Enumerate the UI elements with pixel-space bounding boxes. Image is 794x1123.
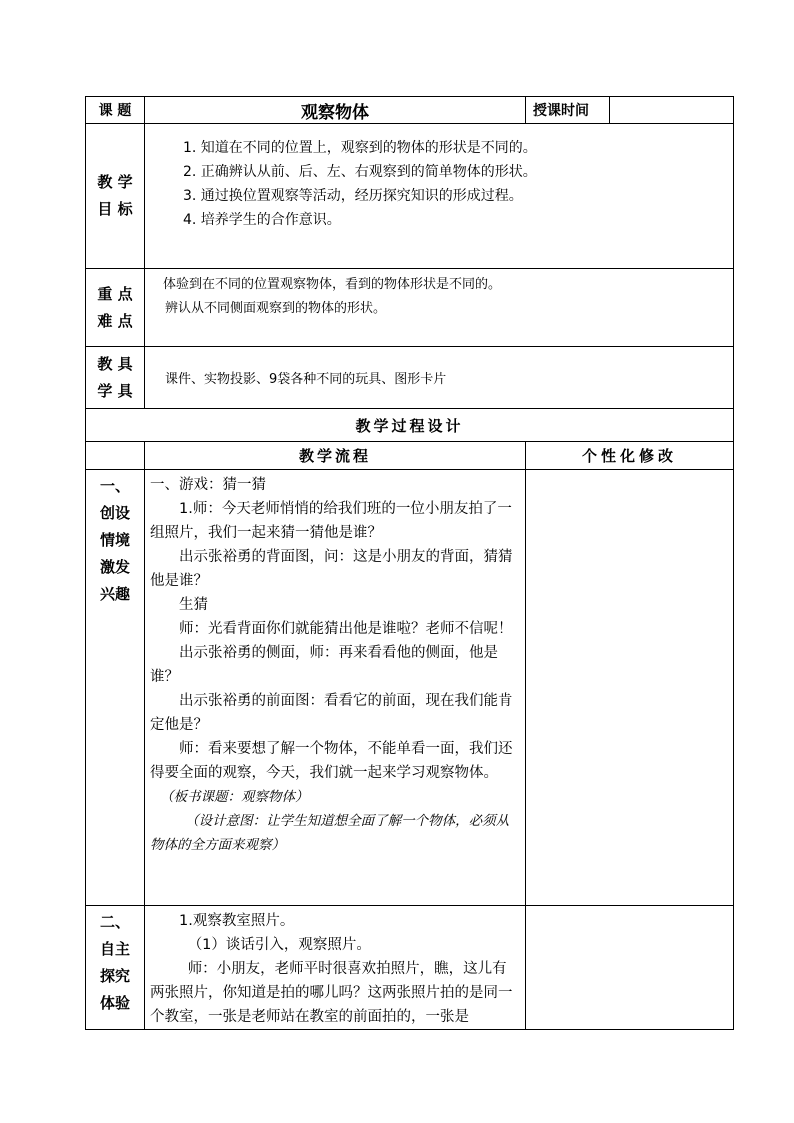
tools-label-line2: 学 具 [97, 381, 133, 400]
stage1-paragraph: 一、游戏：猜一猜 [150, 477, 266, 493]
stage1-paragraph: 1.师：今天老师悄悄的给我们班的一位小朋友拍了一组照片，我们一起来猜一猜他是谁？ [150, 501, 512, 541]
keypoint-line: 辨认从不同侧面观察到的物体的形状。 [165, 301, 387, 316]
objectives-list [145, 124, 734, 269]
process-header-row [86, 442, 734, 470]
stage1-paragraph: 出示张裕勇的背面图，问：这是小朋友的背面，猜猜他是谁？ [150, 549, 513, 589]
keypoints-label-line2: 难 点 [97, 311, 133, 330]
stage1-modification [526, 470, 734, 906]
stage2-paragraph: 师：小朋友，老师平时很喜欢拍照片，瞧，这儿有两张照片，你知道是拍的哪儿吗？这两张照片拍的是同一个教室，一张是老师站在教室的前面拍的，一张是 [150, 961, 513, 1025]
keypoint-line: 体验到在不同的位置观察物体，看到的物体形状是不同的。 [163, 277, 502, 292]
topic-label: 课 题 [86, 97, 145, 124]
objectives-label-line2: 目 标 [97, 200, 133, 218]
flow-header: 教学流程 [145, 442, 526, 470]
stage1-paragraph: 师：光看背面你们就能猜出他是谁啦？老师不信呢！ [179, 621, 513, 637]
tools-label [86, 347, 145, 409]
modification-header: 个性化修改 [526, 442, 734, 470]
objective-item: 2. 正确辨认从前、后、左、右观察到的简单物体的形状。 [183, 164, 537, 180]
stage2-label-line: 自主 [99, 940, 130, 958]
keypoints-row [86, 269, 734, 347]
stage2-row [86, 906, 734, 1030]
stage1-label-line: 一、 [99, 477, 130, 495]
keypoints-text [145, 269, 734, 347]
objective-item: 1. 知道在不同的位置上，观察到的物体的形状是不同的。 [183, 140, 537, 156]
process-section-title: 教学过程设计 [86, 409, 734, 442]
stage-header-empty [86, 442, 145, 470]
stage2-label-line: 探究 [99, 967, 130, 985]
stage2-paragraph: 1.观察教室照片。 [179, 913, 295, 929]
stage1-label-line: 情境 [99, 531, 130, 549]
objectives-row [86, 124, 734, 269]
stage1-label [86, 470, 145, 906]
tools-label-line1: 教 具 [97, 354, 133, 373]
topic-title: 观察物体 [145, 97, 526, 124]
tools-row [86, 347, 734, 409]
stage1-paragraph: 出示张裕勇的前面图：看看它的前面，现在我们能肯定他是？ [150, 693, 513, 733]
stage2-label [86, 906, 145, 1030]
stage1-label-line: 激发 [99, 558, 130, 576]
tools-text: 课件、实物投影、9袋各种不同的玩具、图形卡片 [145, 347, 734, 409]
objectives-label [86, 124, 145, 269]
lesson-plan-table [85, 96, 734, 1030]
stage1-content [145, 470, 526, 906]
objectives-label-line1: 教 学 [97, 173, 133, 191]
stage1-row [86, 470, 734, 906]
objective-item: 3. 通过换位置观察等活动，经历探究知识的形成过程。 [183, 188, 523, 204]
time-label: 授课时间 [526, 97, 610, 124]
header-row [86, 97, 734, 124]
stage1-label-line: 创设 [99, 504, 130, 522]
time-value [610, 97, 734, 124]
objective-item: 4. 培养学生的合作意识。 [183, 212, 341, 228]
stage2-content [145, 906, 526, 1030]
keypoints-label [86, 269, 145, 347]
process-title-row [86, 409, 734, 442]
stage1-paragraph: 出示张裕勇的侧面，师：再来看看他的侧面，他是谁？ [150, 645, 498, 685]
stage2-paragraph: （1）谈话引入，观察照片。 [187, 937, 371, 953]
stage1-design-note: （设计意图：让学生知道想全面了解一个物体，必须从物体的全方面来观察） [150, 813, 510, 853]
stage2-modification [526, 906, 734, 1030]
keypoints-label-line1: 重 点 [97, 284, 133, 303]
stage1-label-line: 兴趣 [99, 585, 130, 603]
stage1-paragraph: 师：看来要想了解一个物体，不能单看一面，我们还得要全面的观察，今天，我们就一起来学习观察物体。 [150, 741, 513, 781]
stage1-paragraph: 生猜 [179, 597, 208, 613]
stage2-label-line: 二、 [99, 913, 130, 931]
stage2-label-line: 体验 [99, 994, 130, 1012]
stage1-board-note: （板书课题：观察物体） [160, 789, 309, 805]
